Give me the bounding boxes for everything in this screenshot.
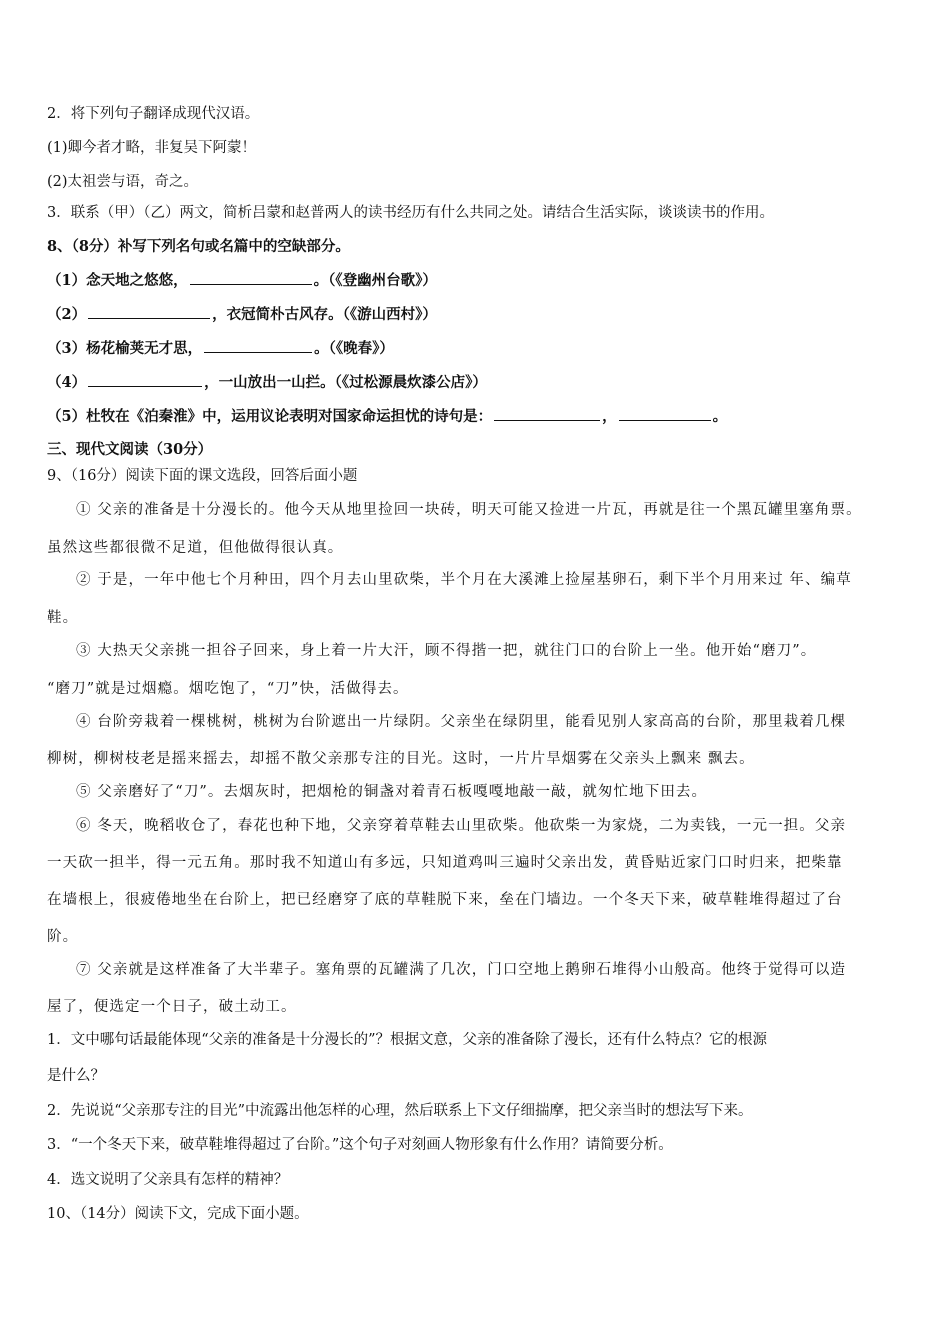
subquestion-1: 1．文中哪句话最能体现“父亲的准备是十分漫长的”？根据文意，父亲的准备除了漫长，还有什么特点？它的根源 (47, 1032, 768, 1048)
passage-para-7-line-2: 屋了，便选定一个日子，破土动工。 (47, 999, 297, 1015)
passage-para-4-line-2: 柳树，柳树枝老是摇来摇去，却摇不散父亲那专注的目光。这时，一片片旱烟雾在父亲头上飘来 飘去。 (47, 751, 755, 767)
compare-question: 3．联系（甲）（乙）两文，简析吕蒙和赵普两人的读书经历有什么共同之处。请结合生活实际，谈谈读书的作用。 (47, 205, 774, 221)
q8-item-2 (47, 305, 437, 325)
q9-title: 9、（16分）阅读下面的课文选段，回答后面小题 (47, 468, 358, 484)
q8-item-2-pre: （2） (47, 306, 87, 323)
passage-para-6-line-1: ⑥ 冬天，晚稻收仓了，春花也种下地，父亲穿着草鞋去山里砍柴。他砍柴一为家烧，二为卖钱，一元一担。父亲 (76, 818, 847, 834)
subquestion-1-cont: 是什么？ (47, 1068, 105, 1084)
q10-title: 10、（14分）阅读下文，完成下面小题。 (47, 1206, 309, 1222)
subquestion-3: 3．“一个冬天下来，破草鞋堆得超过了台阶。”这个句子对刻画人物形象有什么作用？请简要分析。 (47, 1137, 673, 1153)
passage-para-6-line-2: 一天砍一担半，得一元五角。那时我不知道山有多远，只知道鸡叫三遍时父亲出发，黄昏贴近家门口时归来，把柴靠 (47, 855, 843, 871)
section-heading: 三、现代文阅读（30分） (47, 441, 213, 458)
passage-para-6-line-4: 阶。 (47, 929, 79, 945)
answer-blank[interactable] (619, 407, 711, 421)
q8-item-4-pre: （4） (47, 374, 87, 391)
answer-blank[interactable] (88, 305, 210, 319)
q8-item-3-pre: （3）杨花榆荚无才思， (47, 340, 203, 357)
q8-item-3 (47, 339, 394, 359)
translate-sentence-2: (2)太祖尝与语，奇之。 (47, 174, 199, 190)
passage-para-7-line-1: ⑦ 父亲就是这样准备了大半辈子。塞角票的瓦罐满了几次，门口空地上鹅卵石堆得小山般高。他终于觉得可以造 (76, 962, 847, 978)
passage-para-3-line-1: ③ 大热天父亲挑一担谷子回来，身上着一片大汗，顾不得揩一把，就往门口的台阶上一坐。他开始“磨刀”。 (76, 643, 817, 659)
passage-para-5: ⑤ 父亲磨好了“刀”。去烟灰时，把烟枪的铜盏对着青石板嘎嘎地敲一敲，就匆忙地下田去。 (76, 784, 708, 800)
passage-para-3-line-2: “磨刀”就是过烟瘾。烟吃饱了，“刀”快，活做得去。 (47, 681, 409, 697)
q8-item-1-pre: （1）念天地之悠悠， (47, 272, 188, 289)
q8-item-1-post: 。（《登幽州台歌》） (313, 272, 437, 289)
answer-blank[interactable] (190, 271, 312, 285)
passage-para-2-line-2: 鞋。 (47, 610, 79, 626)
q8-item-1 (47, 271, 437, 291)
q8-item-5-mid: ， (602, 408, 617, 425)
answer-blank[interactable] (494, 407, 600, 421)
q8-item-5-pre: （5）杜牧在《泊秦淮》中，运用议论表明对国家命运担忧的诗句是： (47, 408, 493, 425)
translate-question: 2．将下列句子翻译成现代汉语。 (47, 106, 260, 122)
q8-item-3-post: 。（《晚春》） (314, 340, 394, 357)
passage-para-4-line-1: ④ 台阶旁栽着一棵桃树，桃树为台阶遮出一片绿阴。父亲坐在绿阴里，能看见别人家高高的台阶，那里栽着几棵 (76, 714, 847, 730)
q8-item-4 (47, 373, 487, 393)
passage-para-1-line-2: 虽然这些都很微不足道，但他做得很认真。 (47, 540, 344, 556)
q8-item-4-post: ，一山放出一山拦。（《过松源晨炊漆公店》） (204, 374, 487, 391)
passage-para-6-line-3: 在墙根上，很疲倦地坐在台阶上，把已经磨穿了底的草鞋脱下来，垒在门墙边。一个冬天下来，破草鞋堆得超过了台 (47, 892, 843, 908)
answer-blank[interactable] (204, 339, 312, 353)
subquestion-2: 2．先说说“父亲那专注的目光”中流露出他怎样的心理，然后联系上下文仔细揣摩，把父亲当时的想法写下来。 (47, 1103, 753, 1119)
passage-para-1-line-1: ① 父亲的准备是十分漫长的。他今天从地里捡回一块砖，明天可能又捡进一片瓦，再就是往一个黑瓦罐里塞角票。 (76, 502, 862, 518)
q8-title: 8、（8分）补写下列名句或名篇中的空缺部分。 (47, 238, 350, 255)
q8-item-2-post: ，衣冠简朴古风存。（《游山西村》） (212, 306, 437, 323)
translate-sentence-1: (1)卿今者才略，非复吴下阿蒙！ (47, 140, 257, 156)
answer-blank[interactable] (88, 373, 202, 387)
q8-item-5 (47, 407, 727, 427)
passage-para-2-line-1: ② 于是，一年中他七个月种田，四个月去山里砍柴，半个月在大溪滩上捡屋基卵石，剩下半个月用来过 年、编草 (76, 572, 852, 588)
subquestion-4: 4．选文说明了父亲具有怎样的精神？ (47, 1172, 289, 1188)
q8-item-5-post: 。 (712, 408, 728, 425)
